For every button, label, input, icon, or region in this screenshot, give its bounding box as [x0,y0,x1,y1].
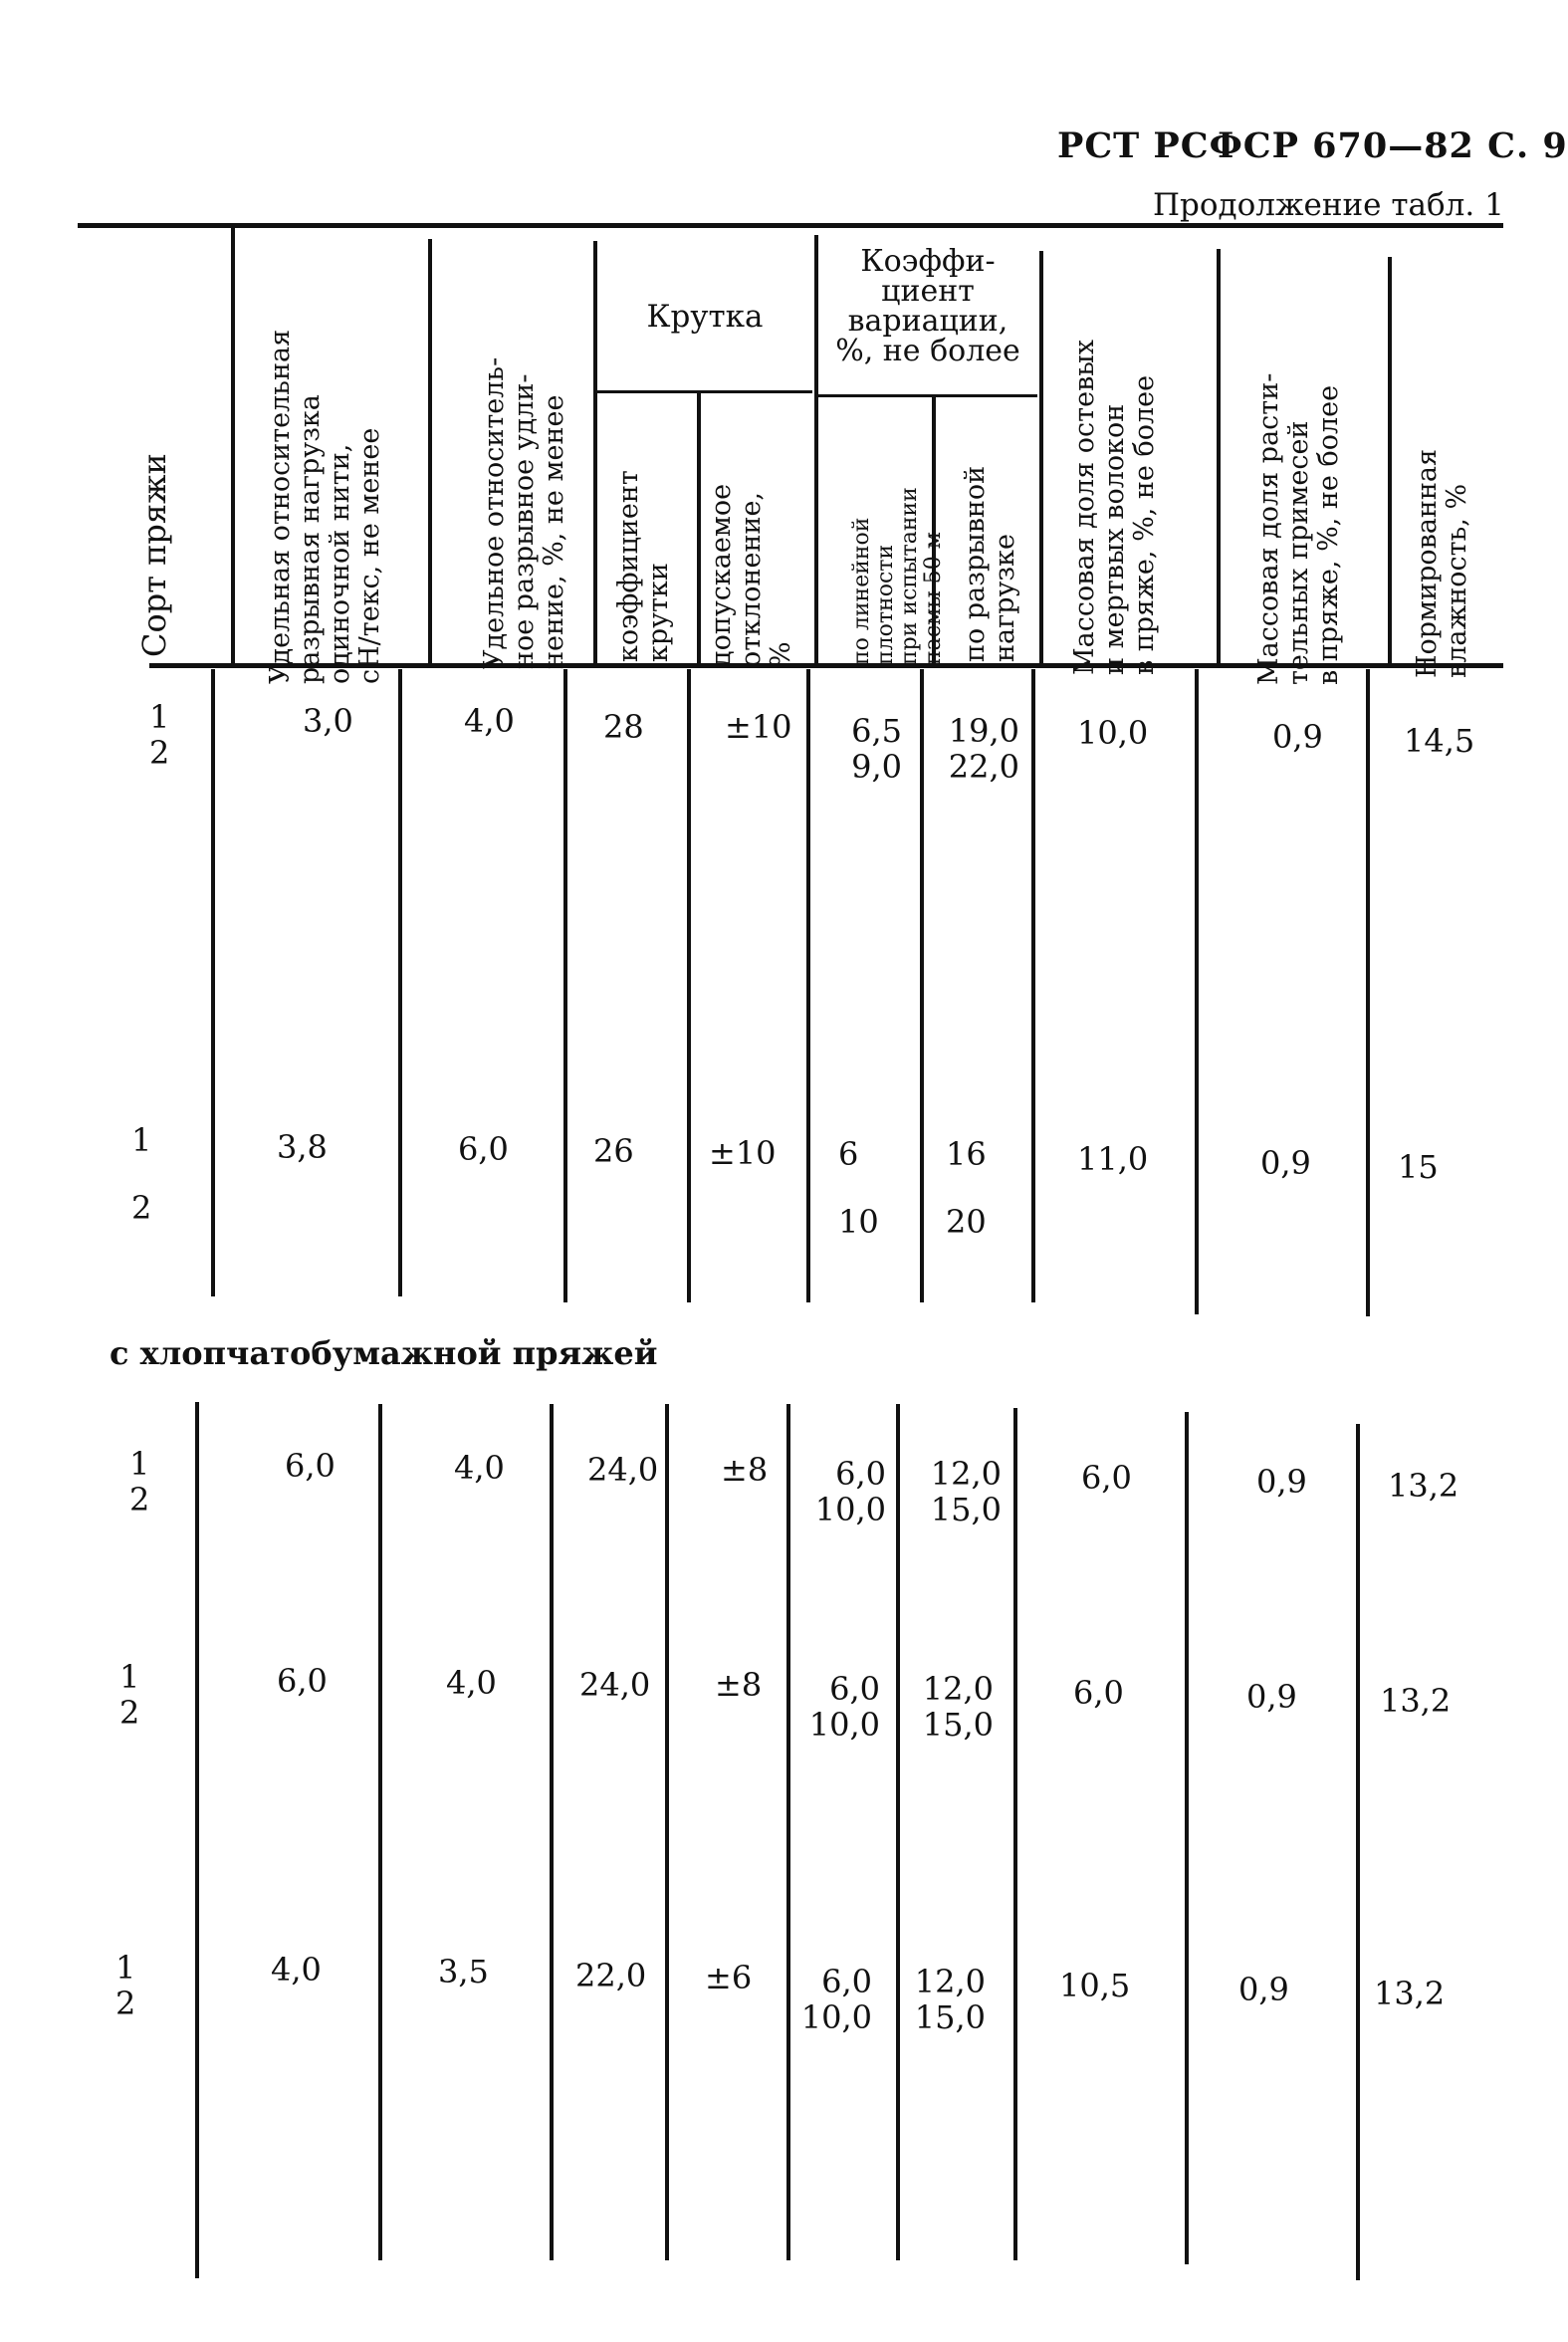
cell-grade: 1 2 [129,1445,150,1519]
table-top-rule [78,223,1503,228]
cell-cv-linear: 6,0 10,0 [814,1455,886,1528]
cell-cv-linear: 6,0 10,0 [808,1670,880,1744]
header-twist: Крутка [646,299,764,335]
cell-grade: 1 2 [115,1949,136,2022]
body-divider [1185,1412,1189,2264]
header-divider [1217,249,1221,665]
body-divider [806,669,810,1302]
header-breaking-load: Удельная относительная разрывная нагрузка одиночной нити, сН/текс, не менее [265,329,385,684]
cell-cv-load: 12,0 15,0 [914,1963,986,2036]
cell-plant-impurities: 0,9 [1260,1144,1311,1182]
cell-twist-deviation: ±6 [705,1959,753,1996]
header-divider [1039,251,1043,665]
cell-fiber-fraction: 10,5 [1059,1967,1131,2004]
section-cotton-yarn: с хлопчатобумажной пряжей [110,1334,658,1372]
cell-grade: 1 2 [149,698,170,772]
cell-breaking-load: 3,0 [303,702,353,740]
body-divider [378,1404,382,2260]
cell-elongation: 6,0 [458,1130,509,1168]
body-divider [1195,669,1199,1314]
header-fiber-fraction: Массовая доля остевых и мертвых волокон в пряже, %, не более [1069,339,1160,675]
header-twist-coefficient: коэффициент крутки [613,470,674,662]
cell-elongation: 4,0 [454,1449,505,1487]
cell-cv-load: 19,0 22,0 [948,712,1019,786]
header-divider [231,227,235,665]
body-divider [1031,669,1035,1302]
body-divider [211,669,215,1296]
body-divider [665,1404,669,2260]
cell-elongation: 3,5 [438,1953,489,1991]
cell-moisture: 13,2 [1388,1467,1459,1505]
body-divider [550,1404,554,2260]
cell-plant-impurities: 0,9 [1238,1971,1289,2008]
twist-subheader-rule [595,390,812,393]
cell-cv-load: 12,0 15,0 [922,1670,994,1744]
cell-grade: 1 2 [119,1658,140,1732]
cell-twist-coefficient: 28 [603,708,644,746]
header-cv-linear-density: по линейной плотности при испытании пасмы 50 м [849,487,946,665]
cell-cv-linear: 6,0 10,0 [800,1963,872,2036]
cell-grade: 1 2 [131,1121,152,1227]
header-yarn-grade: Сорт пряжи [135,453,173,657]
header-variation-coefficient: Коэффи- циент вариации, %, не более [835,244,1020,368]
cell-breaking-load: 4,0 [271,1951,322,1989]
cell-fiber-fraction: 6,0 [1081,1459,1132,1497]
header-twist-deviation: допускаемое отклонение, % [706,483,796,667]
cell-breaking-load: 3,8 [277,1128,328,1166]
cell-twist-coefficient: 26 [593,1132,634,1170]
cell-twist-coefficient: 24,0 [579,1666,651,1704]
header-divider [1388,257,1392,665]
cell-plant-impurities: 0,9 [1256,1463,1307,1501]
cv-subheader-rule [816,394,1037,397]
document-code: РСТ РСФСР 670—82 С. 9 [1057,125,1568,166]
header-divider [428,239,432,665]
table-continuation-label: Продолжение табл. 1 [1153,187,1504,223]
cell-breaking-load: 6,0 [285,1447,336,1485]
cell-elongation: 4,0 [446,1664,497,1702]
cell-fiber-fraction: 11,0 [1077,1140,1149,1178]
cell-twist-deviation: ±8 [715,1666,763,1704]
cell-fiber-fraction: 10,0 [1077,714,1149,752]
body-divider [896,1404,900,2260]
cell-cv-linear: 6,5 9,0 [851,712,902,786]
cell-cv-load: 12,0 15,0 [930,1455,1002,1528]
cell-twist-deviation: ±8 [721,1451,769,1489]
body-divider [1013,1408,1017,2260]
body-divider [786,1404,790,2260]
body-divider [1356,1424,1360,2280]
body-divider [1366,669,1370,1316]
body-divider [195,1402,199,2278]
cell-moisture: 13,2 [1374,1975,1446,2012]
header-elongation: Удельное относитель- ное разрывное удли- нение, %, не менее [479,356,569,669]
cell-plant-impurities: 0,9 [1272,718,1323,756]
cell-elongation: 4,0 [464,702,515,740]
cell-twist-coefficient: 22,0 [575,1957,647,1994]
body-divider [687,669,691,1302]
cell-twist-deviation: ±10 [725,708,792,746]
body-divider [398,669,402,1296]
cell-moisture: 14,5 [1404,722,1475,760]
cell-breaking-load: 6,0 [277,1662,328,1700]
cell-twist-coefficient: 24,0 [587,1451,659,1489]
cell-cv-load: 16 20 [946,1135,987,1241]
header-plant-impurities: Массовая доля расти- тельных примесей в пряже, %, не более [1253,372,1344,685]
header-divider [697,392,701,665]
cell-moisture: 13,2 [1380,1682,1452,1720]
header-cv-breaking-load: по разрывной нагрузке [960,465,1020,662]
cell-moisture: 15 [1398,1148,1439,1186]
cell-cv-linear: 6 10 [838,1135,879,1241]
cell-twist-deviation: ±10 [709,1134,777,1172]
body-divider [563,669,567,1302]
cell-fiber-fraction: 6,0 [1073,1674,1124,1712]
cell-plant-impurities: 0,9 [1246,1678,1297,1716]
header-moisture: Нормированная влажность, % [1412,448,1472,678]
